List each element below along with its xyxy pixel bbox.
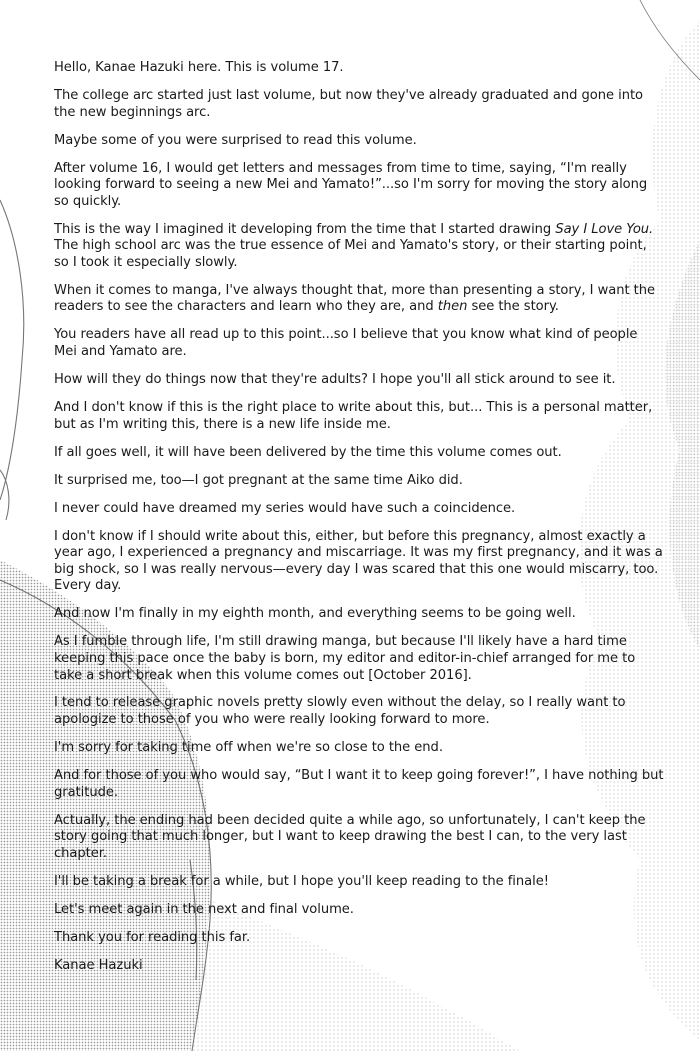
- paragraph: And I don't know if this is the right place to write about this, but... This is a personal matter, but as I'm writing this, there is a new life inside me.: [54, 400, 653, 432]
- series-title: Say I Love You.: [555, 221, 654, 237]
- paragraph: If all goes well, it will have been delivered by the time this volume comes out.: [54, 444, 562, 460]
- paragraph: And for those of you who would say, “But I want it to keep going forever!”, I have nothing but gratitude.: [54, 768, 664, 800]
- paragraph: Thank you for reading this far.: [54, 929, 251, 945]
- text-span: When it comes to manga, I've always thought that, more than presenting a story, I want the readers to see the characters and learn who they are, and: [54, 282, 655, 315]
- paragraph: [54, 222, 664, 272]
- paragraph: After volume 16, I would get letters and messages from time to time, saying, “I'm really looking forward to seeing a new Mei and Yamato!”...so I'm sorry for moving the story along so quickly.: [54, 160, 648, 209]
- paragraph: How will they do things now that they're adults? I hope you'll all stick around to see it.: [54, 372, 616, 388]
- paragraph-greeting: Hello, Kanae Hazuki here. This is volume 17.: [54, 60, 344, 75]
- paragraph: I tend to release graphic novels pretty slowly even without the delay, so I really want to apologize to those of you who were really looking forward to more.: [54, 695, 626, 728]
- paragraph: [54, 283, 664, 316]
- paragraph: I'll be taking a break for a while, but I hope you'll keep reading to the finale!: [54, 873, 549, 889]
- author-note: [54, 60, 664, 974]
- text-span: This is the way I imagined it developing from the time that I started drawing: [54, 221, 556, 237]
- paragraph: Maybe some of you were surprised to read this volume.: [54, 132, 417, 148]
- paragraph: It surprised me, too—I got pregnant at the same time Aiko did.: [54, 472, 463, 488]
- text-span: see the story.: [467, 299, 559, 315]
- paragraph: Actually, the ending had been decided quite a while ago, so unfortunately, I can't keep the story going that much longer, but I want to keep drawing the best I can, to the very last chapter.: [54, 812, 646, 861]
- paragraph: You readers have all read up to this point...so I believe that you know what kind of people Mei and Yamato are.: [54, 327, 638, 360]
- paragraph: And now I'm finally in my eighth month, and everything seems to be going well.: [54, 606, 576, 622]
- signature: Kanae Hazuki: [54, 957, 143, 973]
- paragraph: I never could have dreamed my series would have such a coincidence.: [54, 500, 516, 516]
- paragraph: Let's meet again in the next and final volume.: [54, 901, 354, 917]
- paragraph: The college arc started just last volume, but now they've already graduated and gone into the new beginnings arc.: [54, 87, 643, 120]
- paragraph: I don't know if I should write about this, either, but before this pregnancy, almost exactly a year ago, I experienced a pregnancy and miscarriage. It was my first pregnancy, and it was a big shock, so I was really nervous—every day I was scared that this one would miscarry, too. Every day.: [54, 528, 663, 594]
- text-span: The high school arc was the true essence of Mei and Yamato's story, or their starting point, so I took it especially slowly.: [54, 238, 647, 270]
- paragraph: As I fumble through life, I'm still drawing manga, but because I'll likely have a hard time keeping this pace once the baby is born, my editor and editor-in-chief arranged for me to take a short break when this volume comes out [October 2016].: [54, 634, 636, 683]
- emphasis: then: [437, 299, 468, 315]
- paragraph: I'm sorry for taking time off when we're so close to the end.: [54, 740, 443, 756]
